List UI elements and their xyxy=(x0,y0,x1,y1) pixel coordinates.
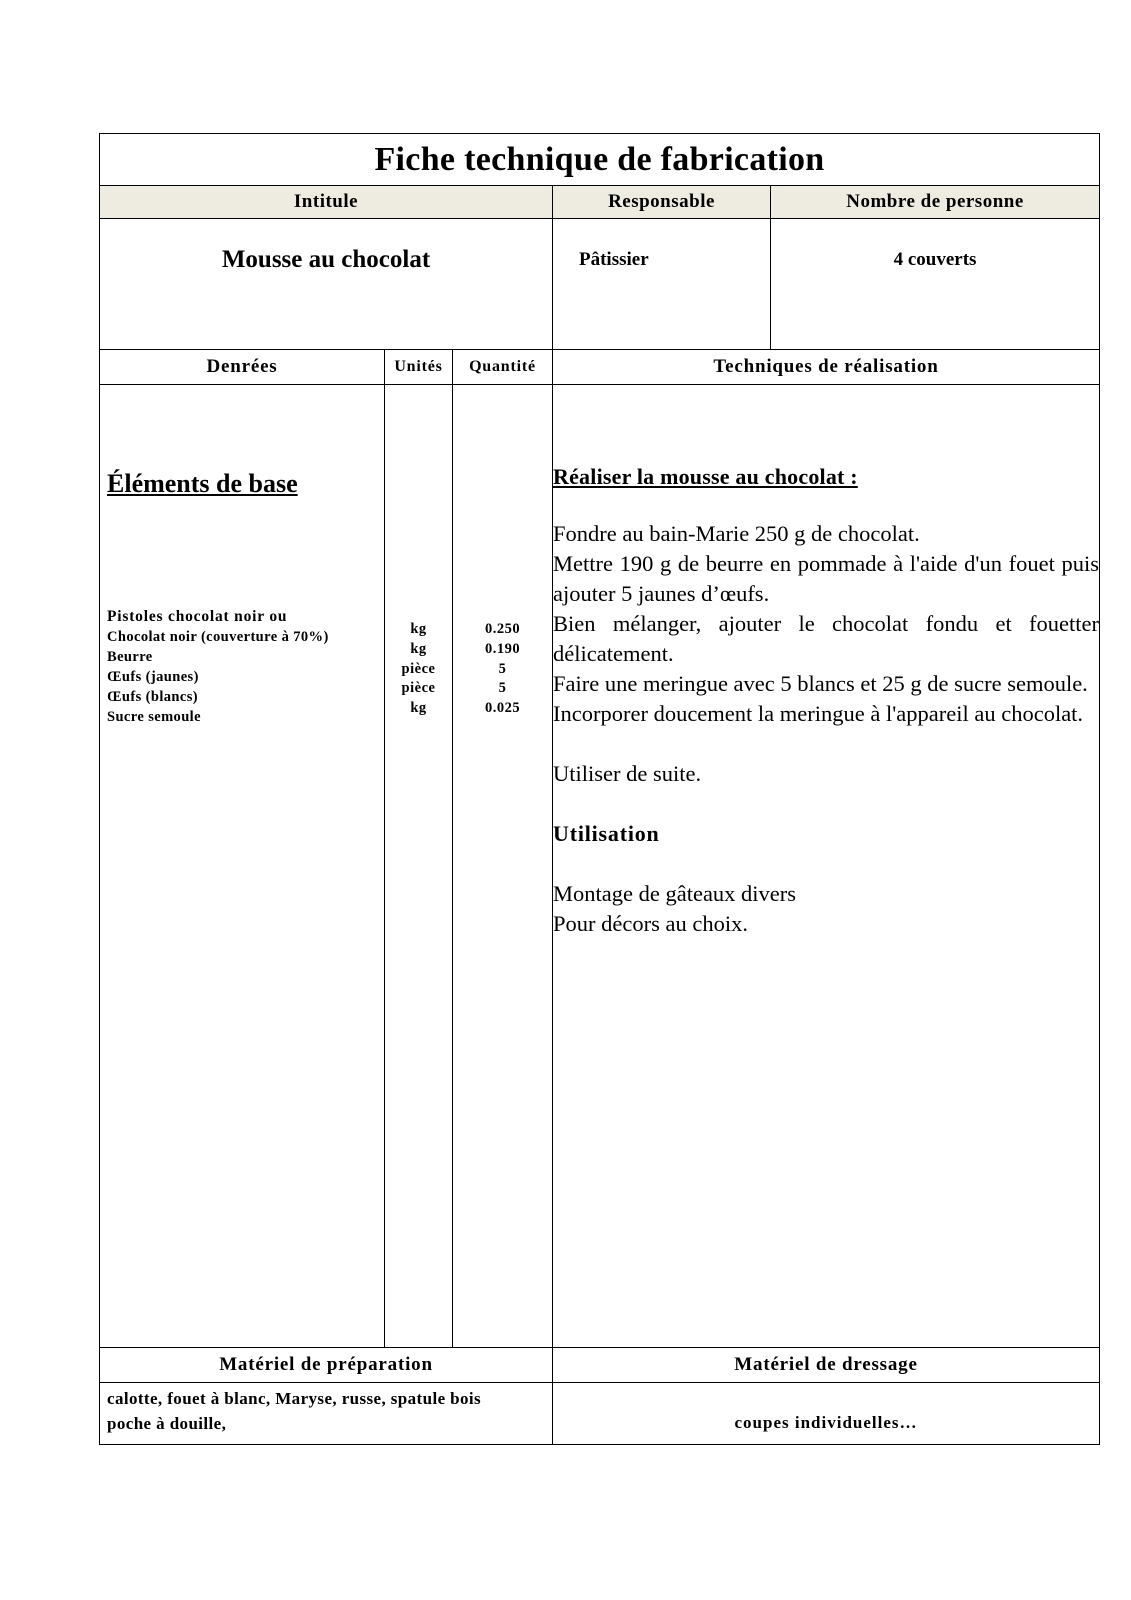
ingredients-cell xyxy=(100,385,385,1348)
ingredient-quantity: 0.025 xyxy=(484,700,521,717)
header-nombre-personne: Nombre de personne xyxy=(771,186,1100,219)
ingredient-intro: Pistoles chocolat noir ou xyxy=(107,608,288,625)
materiel-dressage-value: coupes individuelles… xyxy=(553,1383,1100,1445)
section-title-elements-de-base: Éléments de base xyxy=(107,469,298,498)
unit-list xyxy=(385,620,452,719)
recipe-name: Mousse au chocolat xyxy=(100,219,553,350)
technical-sheet xyxy=(99,133,1099,1445)
spacer xyxy=(553,849,1099,879)
nombre-personne-value: 4 couverts xyxy=(771,219,1100,350)
ingredient-unit: kg xyxy=(410,700,427,717)
ingredient-name: Œufs (blancs) xyxy=(107,689,199,705)
column-techniques: Techniques de réalisation xyxy=(553,350,1100,385)
materiel-preparation-line: poche à douille, xyxy=(107,1414,227,1433)
ingredient-name: Œufs (jaunes) xyxy=(107,669,199,685)
techniques-title: Réaliser la mousse au chocolat : xyxy=(553,464,858,489)
utilisation-line: Montage de gâteaux divers xyxy=(553,881,797,906)
fiche-table xyxy=(99,133,1100,1445)
header-responsable: Responsable xyxy=(553,186,771,219)
materiel-preparation-cell xyxy=(100,1383,553,1445)
spacer xyxy=(553,729,1099,759)
column-quantite: Quantité xyxy=(453,350,553,385)
ingredient-name: Sucre semoule xyxy=(107,709,201,725)
ingredient-unit: kg xyxy=(410,621,427,637)
technique-step: Bien mélanger, ajouter le chocolat fondu et fouetter délicatement. xyxy=(553,611,1100,666)
use-now-text: Utiliser de suite. xyxy=(553,761,702,786)
quantities-cell xyxy=(453,385,553,1348)
techniques-cell xyxy=(553,385,1100,1348)
technique-step: Faire une meringue avec 5 blancs et 25 g de sucre semoule. xyxy=(553,671,1088,696)
ingredient-unit: kg xyxy=(410,640,427,657)
column-unites: Unités xyxy=(385,350,453,385)
materiel-preparation-line: calotte, fouet à blanc, Maryse, russe, spatule bois xyxy=(107,1389,482,1408)
spacer xyxy=(553,789,1099,819)
responsable-value: Pâtissier xyxy=(553,219,771,350)
units-cell xyxy=(385,385,453,1348)
utilisation-title: Utilisation xyxy=(553,821,660,846)
techniques-steps xyxy=(553,519,1099,939)
technique-step: Incorporer doucement la meringue à l'appareil au chocolat. xyxy=(553,701,1084,726)
column-denrees: Denrées xyxy=(100,350,385,385)
technique-step: Fondre au bain-Marie 250 g de chocolat. xyxy=(553,521,920,546)
header-intitule: Intitule xyxy=(100,186,553,219)
utilisation-line: Pour décors au choix. xyxy=(553,911,748,936)
ingredient-quantity: 5 xyxy=(498,680,507,697)
ingredient-quantity: 0.250 xyxy=(484,621,521,637)
technique-step: Mettre 190 g de beurre en pommade à l'aide d'un fouet puis ajouter 5 jaunes d’œufs. xyxy=(553,551,1100,606)
ingredient-name: Beurre xyxy=(107,649,153,665)
ingredient-unit: pièce xyxy=(401,660,436,677)
ingredient-quantity: 5 xyxy=(498,660,507,677)
ingredient-name: Chocolat noir (couverture à 70%) xyxy=(107,629,329,645)
ingredient-quantity: 0.190 xyxy=(484,640,521,657)
header-materiel-preparation: Matériel de préparation xyxy=(100,1348,553,1383)
quantity-list xyxy=(453,620,552,719)
ingredient-unit: pièce xyxy=(401,680,436,697)
header-materiel-dressage: Matériel de dressage xyxy=(553,1348,1100,1383)
page-title: Fiche technique de fabrication xyxy=(100,134,1100,186)
ingredient-list xyxy=(107,607,384,727)
